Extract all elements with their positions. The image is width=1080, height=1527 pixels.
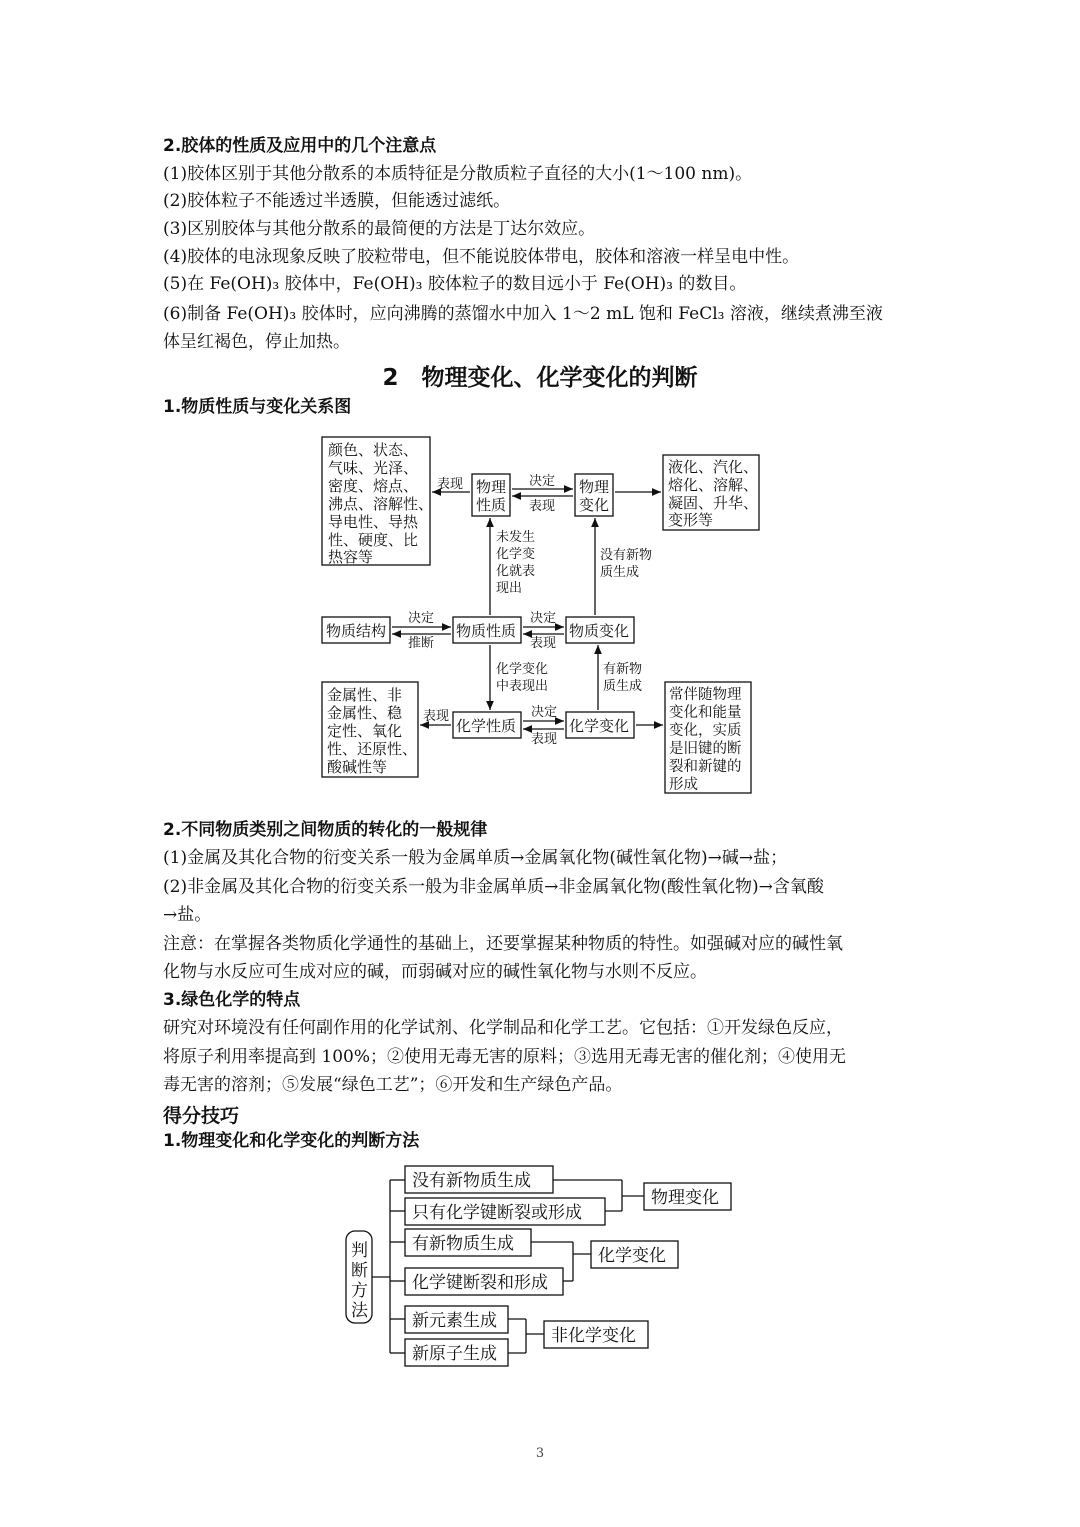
lbb-line-2: 金属性、稳 — [327, 704, 403, 722]
property-text: 物质性质 — [456, 622, 517, 640]
label-chem-show-1: 化学变化 — [496, 662, 549, 677]
root-char-3: 方 — [351, 1281, 368, 1301]
rtb-line-1: 液化、汽化、 — [668, 458, 759, 476]
ltb-line-3: 密度、熔点、 — [328, 477, 419, 495]
label-jueding-2: 决定 — [408, 611, 435, 626]
green-c: 毒无害的溶剂；⑤发展“绿色工艺”；⑥开发和生产绿色产品。 — [163, 1075, 623, 1095]
colloid-point-1: (1)胶体区别于其他分散系的本质特征是分散质粒子直径的大小(1～100 nm)。 — [163, 164, 753, 184]
label-biaoxian-5: 表现 — [531, 732, 558, 747]
label-not-chem-4: 现出 — [496, 581, 523, 596]
label-biaoxian-2: 表现 — [529, 499, 556, 514]
root-char-2: 断 — [351, 1261, 368, 1281]
rbb-line-2: 变化和能量 — [669, 705, 742, 721]
ltb-line-2: 气味、光泽、 — [328, 459, 419, 477]
r3-text: 非化学变化 — [551, 1326, 636, 1346]
ltb-line-7: 热容等 — [328, 548, 374, 566]
b5-text: 新元素生成 — [412, 1311, 497, 1331]
transform-heading: 2.不同物质类别之间物质的转化的一般规律 — [163, 820, 488, 840]
label-not-chem-2: 化学变 — [496, 547, 536, 562]
label-jueding-4: 决定 — [531, 705, 558, 720]
diagram1-heading: 1.物质性质与变化关系图 — [163, 397, 352, 417]
lbb-line-3: 定性、氧化 — [327, 722, 403, 740]
r1-text: 物理变化 — [651, 1188, 719, 1208]
phys-change-l1: 物理 — [579, 478, 610, 496]
green-heading: 3.绿色化学的特点 — [163, 990, 301, 1010]
label-no-new-2: 质生成 — [600, 565, 640, 580]
root-char-1: 判 — [351, 1241, 368, 1261]
b1-text: 没有新物质生成 — [412, 1171, 531, 1191]
label-not-chem-1: 未发生 — [496, 530, 536, 545]
rtb-line-3: 凝固、升华、 — [668, 494, 759, 512]
colloid-point-4: (4)胶体的电泳现象反映了胶粒带电，但不能说胶体带电，胶体和溶液一样呈电中性。 — [163, 247, 800, 267]
rbb-line-5: 裂和新键的 — [669, 759, 742, 775]
colloid-point-3: (3)区别胶体与其他分散系的最简便的方法是丁达尔效应。 — [163, 219, 596, 239]
transform-note-a: 注意：在掌握各类物质化学通性的基础上，还要掌握某种物质的特性。如强碱对应的碱性氧 — [163, 934, 843, 954]
b2-text: 只有化学键断裂或形成 — [412, 1203, 582, 1223]
ltb-line-6: 性、硬度、比 — [328, 531, 419, 549]
label-biaoxian-3: 表现 — [530, 636, 557, 651]
green-b: 将原子利用率提高到 100%；②使用无毒无害的原料；③选用无毒无害的催化剂；④使用无 — [163, 1047, 847, 1067]
section-2-title: 2 物理变化、化学变化的判断 — [382, 365, 698, 391]
label-not-chem-3: 化就表 — [496, 564, 536, 579]
lbb-line-5: 酸碱性等 — [327, 758, 388, 776]
colloid-point-2: (2)胶体粒子不能透过半透膜，但能透过滤纸。 — [163, 191, 511, 211]
label-no-new-1: 没有新物 — [600, 548, 653, 563]
rbb-line-3: 变化，实质 — [669, 723, 742, 739]
transform-p2a: (2)非金属及其化合物的衍变关系一般为非金属单质→非金属氧化物(酸性氧化物)→含氧酸 — [163, 877, 824, 897]
score-skills-title: 得分技巧 — [163, 1105, 240, 1127]
phys-change-l2: 变化 — [579, 496, 610, 514]
label-biaoxian-4: 表现 — [423, 709, 450, 724]
phys-prop-l2: 性质 — [476, 496, 507, 514]
transform-note-b: 化物与水反应可生成对应的碱，而弱碱对应的碱性氧化物与水则不反应。 — [163, 962, 707, 982]
b6-text: 新原子生成 — [412, 1344, 497, 1364]
transform-p1: (1)金属及其化合物的衍变关系一般为金属单质→金属氧化物(碱性氧化物)→碱→盐； — [163, 848, 788, 868]
colloid-heading: 2.胶体的性质及应用中的几个注意点 — [163, 136, 437, 156]
colloid-point-6b: 体呈红褐色，停止加热。 — [163, 332, 350, 352]
page-number: 3 — [535, 1446, 545, 1461]
chem-change-text: 化学变化 — [569, 717, 630, 735]
label-jueding-3: 决定 — [530, 611, 557, 626]
label-chem-show-2: 中表现出 — [496, 679, 549, 694]
label-new-1: 有新物 — [603, 662, 643, 677]
b3-text: 有新物质生成 — [412, 1234, 514, 1254]
ltb-line-4: 沸点、溶解性、 — [328, 495, 434, 513]
rtb-line-4: 变形等 — [668, 511, 714, 529]
label-jueding-1: 决定 — [529, 474, 556, 489]
ltb-line-5: 导电性、导热 — [328, 513, 419, 531]
transform-p2b: →盐。 — [163, 905, 212, 925]
colloid-point-5: (5)在 Fe(OH)₃ 胶体中，Fe(OH)₃ 胶体粒子的数目远小于 Fe(OH)₃ 的数目。 — [163, 274, 747, 294]
root-char-4: 法 — [351, 1301, 368, 1321]
phys-prop-l1: 物理 — [476, 478, 507, 496]
label-tuiduan: 推断 — [408, 636, 435, 651]
lbb-line-1: 金属性、非 — [327, 686, 403, 704]
rbb-line-4: 是旧键的断 — [669, 741, 742, 757]
rbb-line-6: 形成 — [669, 777, 698, 793]
structure-text: 物质结构 — [326, 622, 387, 640]
b4-text: 化学键断裂和形成 — [412, 1273, 548, 1293]
colloid-point-6a: (6)制备 Fe(OH)₃ 胶体时，应向沸腾的蒸馏水中加入 1～2 mL 饱和 FeCl₃ 溶液，继续煮沸至液 — [163, 304, 883, 324]
lbb-line-4: 性、还原性、 — [327, 740, 418, 758]
change-text: 物质变化 — [569, 622, 630, 640]
r2-text: 化学变化 — [598, 1246, 666, 1266]
rtb-line-2: 熔化、溶解、 — [668, 476, 759, 494]
rbb-line-1: 常伴随物理 — [669, 687, 742, 703]
label-new-2: 质生成 — [603, 679, 643, 694]
label-biaoxian-1: 表现 — [437, 477, 464, 492]
chem-prop-text: 化学性质 — [456, 717, 517, 735]
ltb-line-1: 颜色、状态、 — [328, 441, 419, 459]
green-a: 研究对环境没有任何副作用的化学试剂、化学制品和化学工艺。它包括：①开发绿色反应， — [163, 1018, 843, 1038]
diagram2-heading: 1.物理变化和化学变化的判断方法 — [163, 1131, 420, 1151]
